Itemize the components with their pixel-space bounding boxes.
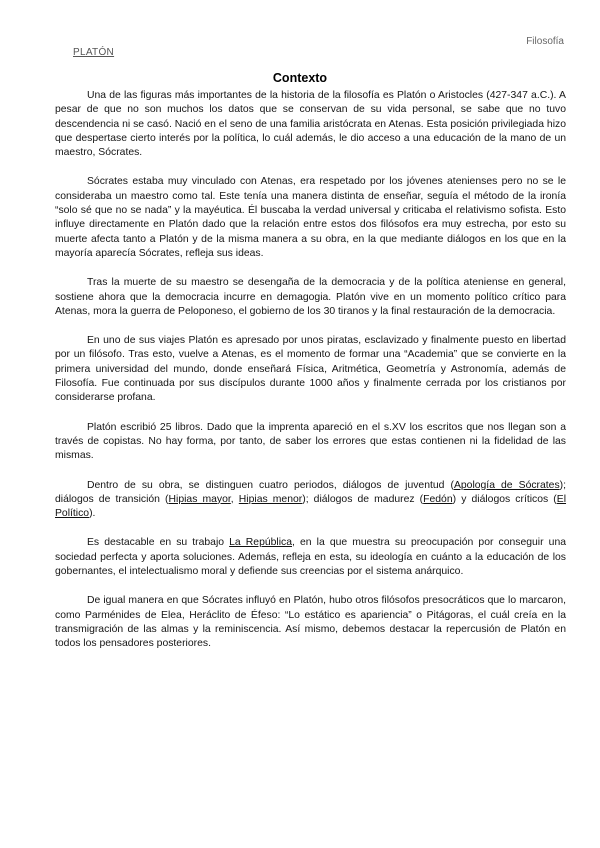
link-hipias-menor[interactable]: Hipias menor (238, 493, 303, 505)
link-la-republica[interactable]: La República (229, 537, 293, 549)
link-fedon[interactable]: Fedón (423, 493, 453, 505)
paragraph-books: Platón escribió 25 libros. Dado que la imprenta apareció en el s.XV los escritos que nos llegan son a través de copistas. No hay forma, por tanto, de saber los errores que estas contienen ni la fidelidad de las mismas. (55, 421, 566, 462)
works-text: ). (89, 508, 96, 520)
page-title: Contexto (272, 71, 328, 85)
link-apologia-de-socrates[interactable]: Apología de Sócrates (453, 479, 560, 491)
link-hipias-mayor[interactable]: Hipias mayor (168, 493, 231, 505)
paragraph-introduction: Una de las figuras más importantes de la historia de la filosofía es Platón o Aristocles (427-347 a.C.). A pesar de que no son muchos los datos que se conservan de su vida personal, se sabe que no tuvo descendencia ni se casó. Nació en el seno de una familia aristócrata en Atenas. Esta posición privilegiada hizo que despertase cierto interés por la política, lo cuál además, le dio acceso a una educación de la mano de un maestro, Sócrates. (55, 90, 566, 159)
section-link-platon[interactable]: PLATÓN (73, 47, 115, 58)
works-text: ); diálogos de transición ( (55, 479, 566, 505)
paragraph-republic (55, 536, 566, 579)
link-el-politico[interactable]: El Político (55, 493, 567, 520)
republic-text: Es destacable en su trabajo (87, 537, 230, 549)
paragraph-works-periods (55, 479, 566, 522)
paragraph-academy: En uno de sus viajes Platón es apresado por unos piratas, esclavizado y finalmente puesto en libertad por un filósofo. Tras esto, vuelve a Atenas, es el momento de formar una “Academia” que se convierte en la primera universidad del mundo, donde enseñará Física, Aritmética, Geometría y Astronomía, además de Filosofía. Fue continuada por sus discípulos durante 1000 años y finalmente cerrada por los cristianos por considerarse profana. (55, 335, 566, 404)
works-text: ); diálogos de madurez ( (302, 493, 424, 505)
works-text: Dentro de su obra, se distinguen cuatro periodos, diálogos de juventud ( (87, 479, 454, 491)
subject-header: Filosofía (526, 36, 564, 47)
works-text: , (230, 493, 239, 505)
works-text: ) y diálogos críticos ( (452, 493, 557, 505)
paragraph-presocratics: De igual manera en que Sócrates influyó en Platón, hubo otros filósofos presocráticos que lo marcaron, como Parménides de Elea, Heráclito de Éfeso: “Lo estático es apariencia” o Pitágoras, el cuál creía en la transmigración de las almas y la reminiscencia. Así mismo, debemos destacar la repercusión de Platón en todos los pensadores posteriores. (55, 595, 566, 650)
paragraph-democracy: Tras la muerte de su maestro se desengaña de la democracia y de la política ateniense en general, sostiene ahora que la democracia incurre en demagogia. Platón vive en un momento político crítico para Atenas, mora la guerra de Peloponeso, el gobierno de los 30 tiranos y la final restauración de la democracia. (55, 277, 566, 317)
republic-text: , en la que muestra su preocupación por conseguir una sociedad perfecta y aporta soluciones. Además, refleja en esta, su ideología en cuánto a la educación de los gobernantes, el intelectualismo moral y defiende sus creencias por el sistema anárquico. (55, 537, 567, 578)
paragraph-socrates: Sócrates estaba muy vinculado con Atenas, era respetado por los jóvenes atenienses pero no se le consideraba un maestro como tal. Este tenía una manera distinta de enseñar, seguía el método de la ironía “solo sé que no se nada” y la mayéutica. Él buscaba la verdad universal y criticaba el relativismo sofista. Esto influye directamente en Platón dado que la relación entre estos dos filósofos era muy estrecha, por esto su muerte afecta tanto a Platón y de la misma manera a su obra, en la que mediante diálogos en los que en la mayoría aparecía Sócrates, refleja sus ideas. (55, 176, 566, 259)
document-body (55, 89, 566, 667)
